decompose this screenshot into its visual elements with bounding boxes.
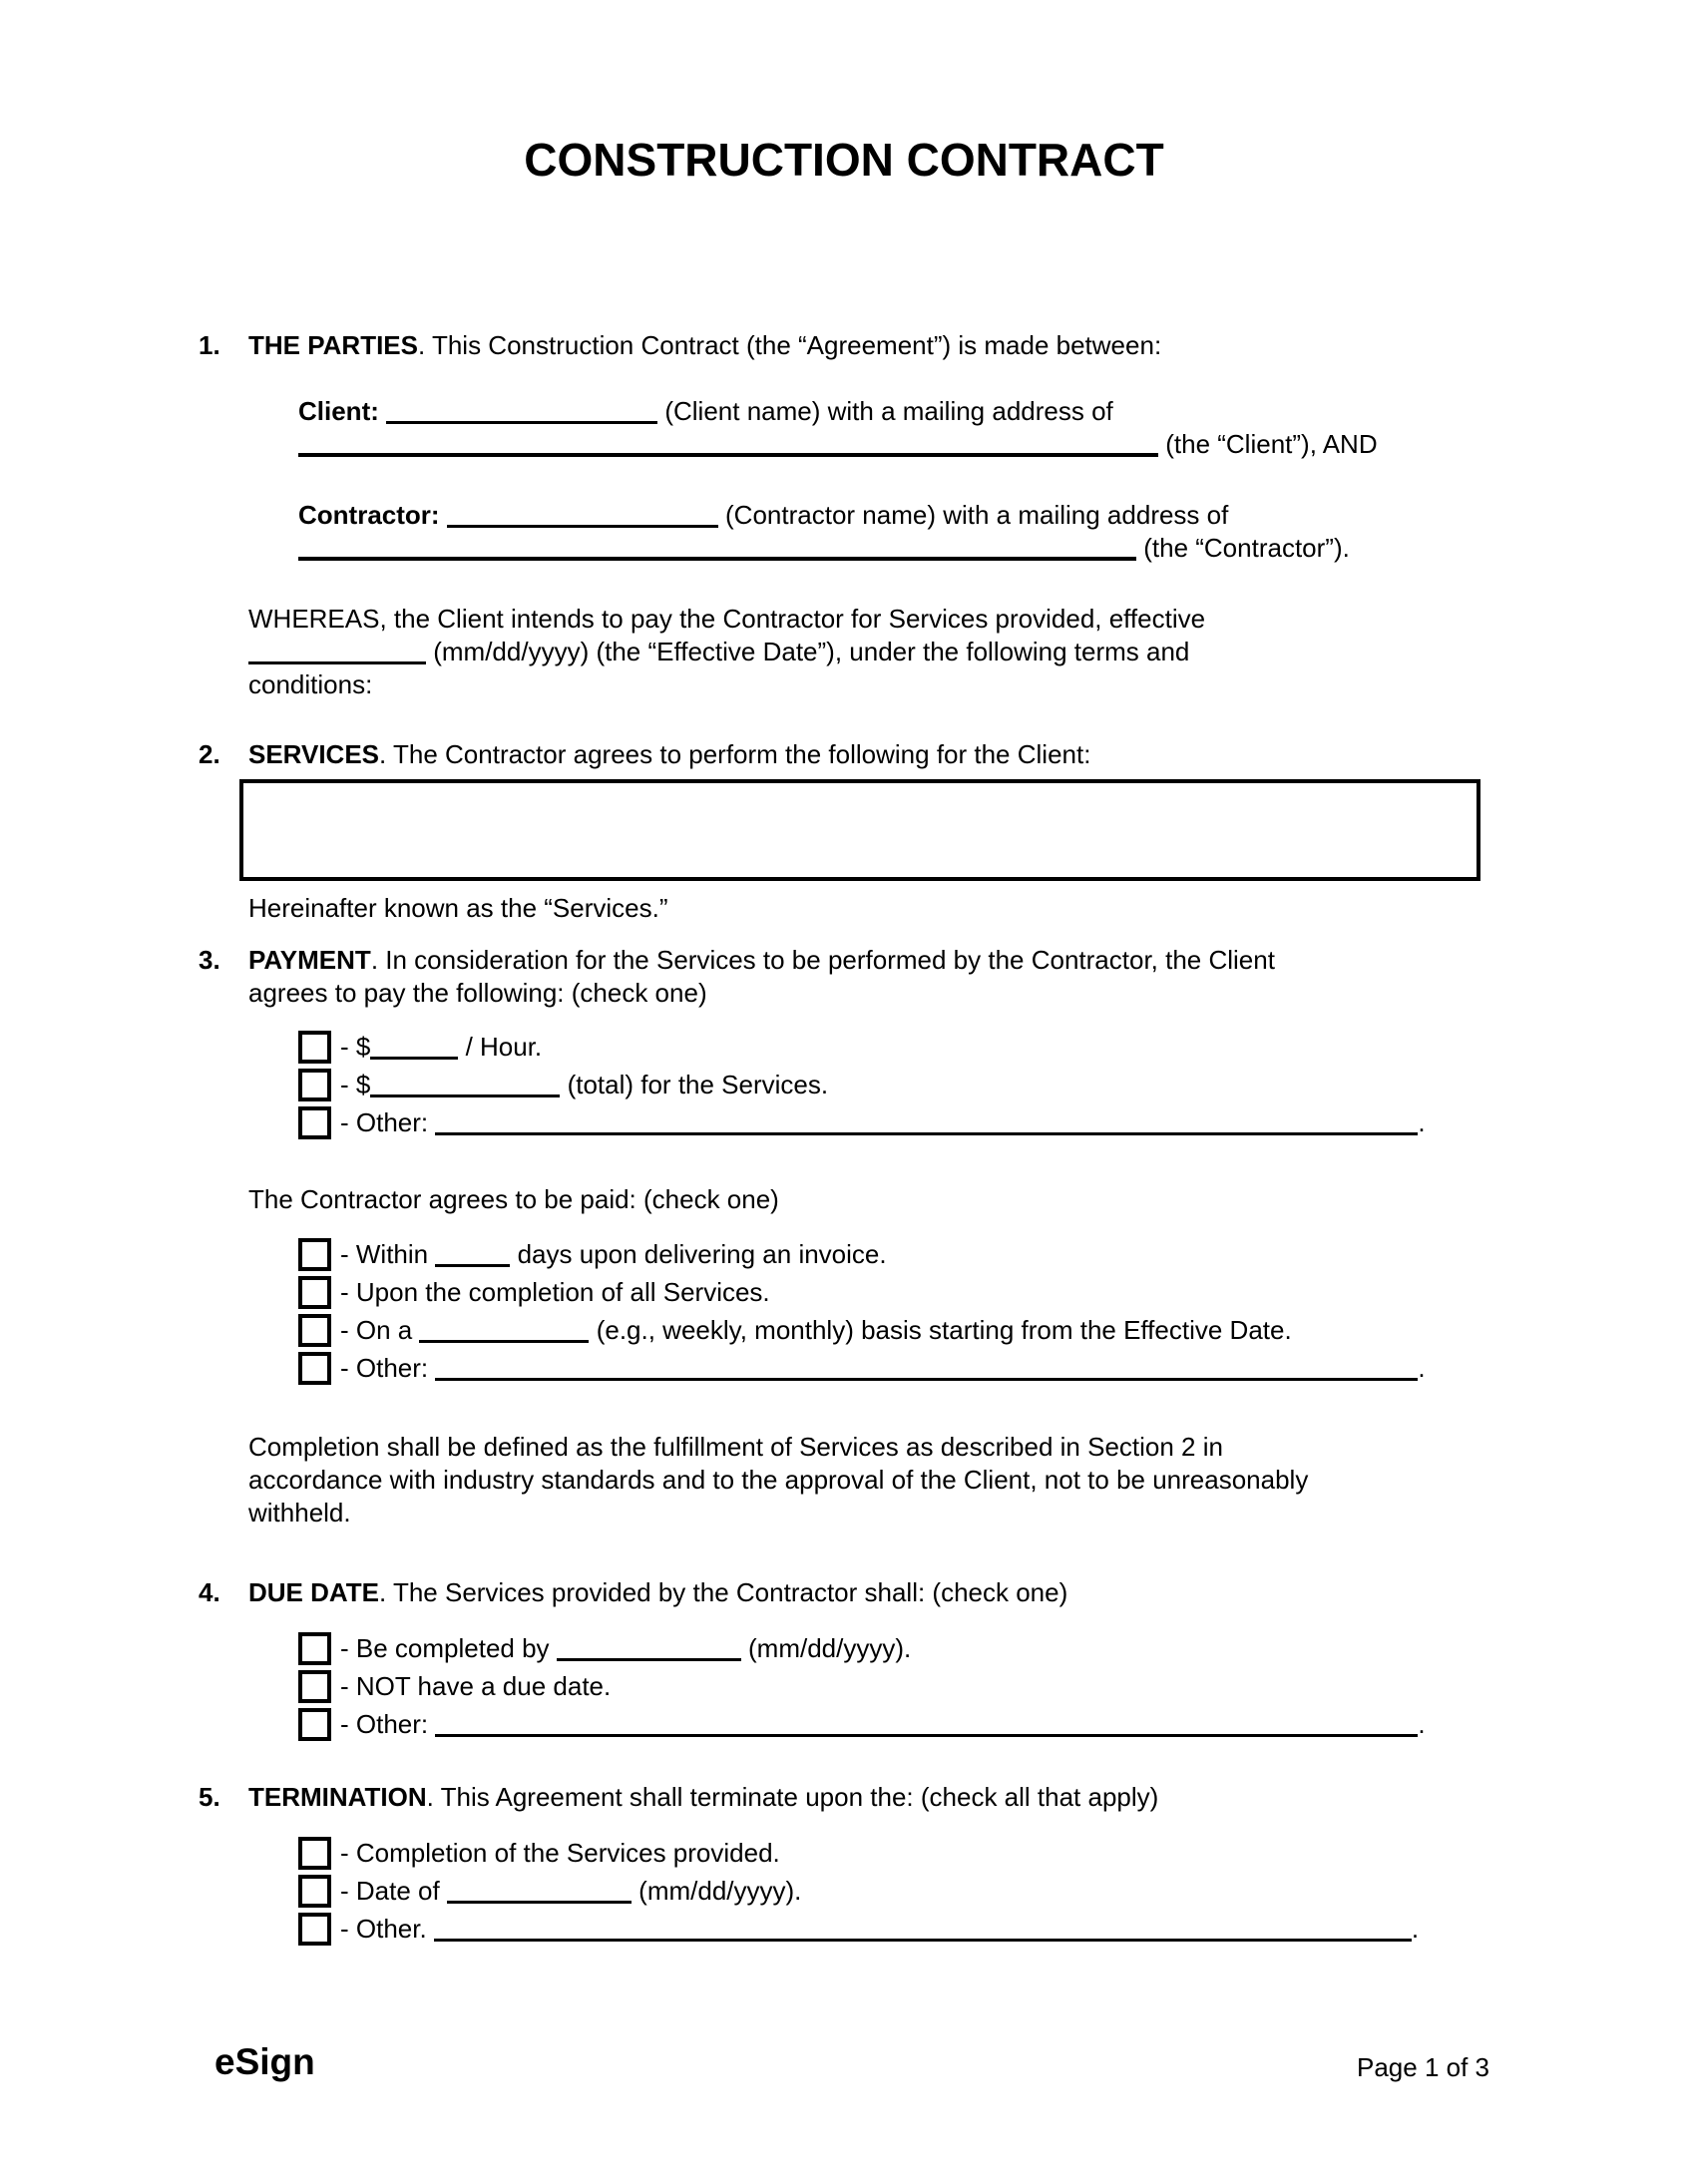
checkbox-pay-other[interactable]: [298, 1106, 331, 1139]
option-paid-other: [298, 1349, 1489, 1387]
payment-schedule-options: [298, 1235, 1489, 1387]
whereas-line-1: WHEREAS, the Client intends to pay the Contractor for Services provided, effective: [248, 604, 1206, 634]
document-title: CONSTRUCTION CONTRACT: [524, 134, 1164, 186]
section-name-parties: THE PARTIES: [248, 330, 418, 360]
completion-line-3: withheld.: [248, 1498, 351, 1528]
due-other-pre: - Other:: [340, 1709, 436, 1739]
section-number-services: 2.: [199, 739, 220, 769]
client-block: [298, 395, 1489, 461]
whereas-line-3: conditions:: [248, 669, 373, 699]
section-heading-parties: [248, 329, 1489, 362]
completion-line-1: Completion shall be defined as the fulfillment of Services as described in Section 2 in: [248, 1432, 1223, 1462]
section-number-payment: 3.: [199, 945, 220, 975]
option-paid-basis: [298, 1311, 1489, 1349]
contractor-after-address: (the “Contractor”).: [1136, 533, 1350, 563]
option-pay-total: [298, 1066, 1489, 1103]
terminate-completion-label: - Completion of the Services provided.: [340, 1838, 780, 1868]
paid-when-label: The Contractor agrees to be paid: (check one): [248, 1184, 779, 1214]
contractor-after-name: (Contractor name) with a mailing address of: [717, 500, 1229, 530]
option-pay-hourly: [298, 1028, 1489, 1066]
completed-by-date-blank[interactable]: [557, 1646, 741, 1661]
total-amount-blank[interactable]: [370, 1083, 560, 1097]
payment-intro-line-1: [248, 944, 1489, 977]
terminate-other-pre: - Other.: [340, 1914, 434, 1944]
services-note: Hereinafter known as the “Services.”: [248, 893, 668, 923]
checkbox-pay-hourly[interactable]: [298, 1031, 331, 1064]
client-after-address: (the “Client”), AND: [1158, 429, 1378, 459]
termination-options: [298, 1834, 1489, 1948]
paid-other-blank[interactable]: [435, 1366, 1418, 1381]
client-label: Client:: [298, 396, 379, 426]
section-name-payment: PAYMENT: [248, 945, 371, 975]
basis-blank[interactable]: [419, 1328, 589, 1343]
section-heading-payment: [248, 944, 1489, 1010]
effective-date-blank[interactable]: [248, 650, 426, 664]
payment-intro-line-2: agrees to pay the following: (check one): [248, 978, 707, 1008]
whereas-after-date: (mm/dd/yyyy) (the “Effective Date”), under the following terms and: [426, 637, 1190, 666]
pay-total-post: (total) for the Services.: [560, 1070, 829, 1099]
option-paid-upon-completion: [298, 1273, 1489, 1311]
section-heading-due-date: [248, 1576, 1489, 1609]
section-intro-termination: . This Agreement shall terminate upon the: (check all that apply): [426, 1782, 1159, 1812]
client-after-name: (Client name) with a mailing address of: [657, 396, 1113, 426]
due-date-options: [298, 1629, 1489, 1743]
checkbox-paid-other[interactable]: [298, 1352, 331, 1385]
section-name-due-date: DUE DATE: [248, 1577, 379, 1607]
whereas-line-2: [248, 636, 1489, 668]
contractor-line-1: [298, 499, 1489, 532]
pay-hourly-pre: - $: [340, 1032, 371, 1062]
client-name-blank[interactable]: [386, 409, 657, 424]
checkbox-terminate-completion[interactable]: [298, 1837, 331, 1870]
option-terminate-completion: [298, 1834, 1489, 1872]
checkbox-paid-upon-completion[interactable]: [298, 1276, 331, 1309]
pay-other-blank[interactable]: [435, 1120, 1418, 1135]
terminate-date-blank[interactable]: [447, 1889, 632, 1904]
contractor-name-blank[interactable]: [447, 513, 718, 528]
checkbox-terminate-other[interactable]: [298, 1913, 331, 1946]
within-days-blank[interactable]: [435, 1252, 510, 1267]
option-pay-other: [298, 1103, 1489, 1141]
esign-logo: eSign: [214, 2041, 315, 2082]
section-intro-services: . The Contractor agrees to perform the following for the Client:: [379, 739, 1091, 769]
pay-other-pre: - Other:: [340, 1107, 436, 1137]
paid-basis-post: (e.g., weekly, monthly) basis starting from the Effective Date.: [589, 1315, 1292, 1345]
terminate-other-post: .: [1411, 1914, 1420, 1944]
terminate-other-blank[interactable]: [434, 1927, 1412, 1942]
section-number-parties: 1.: [199, 330, 220, 360]
terminate-date-post: (mm/dd/yyyy).: [631, 1876, 802, 1906]
section-intro-due-date: . The Services provided by the Contractor shall: (check one): [378, 1577, 1068, 1607]
checkbox-paid-basis[interactable]: [298, 1314, 331, 1347]
hourly-rate-blank[interactable]: [370, 1045, 458, 1060]
contractor-block: [298, 499, 1489, 565]
payment-amount-options: [298, 1028, 1489, 1141]
client-line-2: [298, 428, 1489, 461]
section-heading-termination: [248, 1781, 1489, 1814]
paid-basis-pre: - On a: [340, 1315, 413, 1345]
section-number-due-date: 4.: [199, 1577, 220, 1607]
paid-within-pre: - Within: [340, 1239, 429, 1269]
checkbox-paid-within[interactable]: [298, 1238, 331, 1271]
checkbox-completed-by[interactable]: [298, 1632, 331, 1665]
pay-hourly-post: / Hour.: [458, 1032, 543, 1062]
payment-intro-rest: . In consideration for the Services to be performed by the Contractor, the Client: [370, 945, 1275, 975]
checkbox-no-due-date[interactable]: [298, 1670, 331, 1703]
pay-total-pre: - $: [340, 1070, 371, 1099]
section-number-termination: 5.: [199, 1782, 220, 1812]
section-name-services: SERVICES: [248, 739, 380, 769]
page-indicator: Page 1 of 3: [1357, 2052, 1489, 2082]
terminate-date-pre: - Date of: [340, 1876, 440, 1906]
option-terminate-other: [298, 1910, 1489, 1948]
completion-paragraph: [248, 1431, 1489, 1529]
section-name-termination: TERMINATION: [248, 1782, 427, 1812]
completion-line-2: accordance with industry standards and to the approval of the Client, not to be unreasonably: [248, 1465, 1309, 1495]
checkbox-terminate-date[interactable]: [298, 1875, 331, 1908]
paid-within-post: days upon delivering an invoice.: [510, 1239, 887, 1269]
completed-by-pre: - Be completed by: [340, 1633, 550, 1663]
whereas-paragraph: [248, 603, 1489, 701]
option-paid-within: [298, 1235, 1489, 1273]
contractor-label: Contractor:: [298, 500, 440, 530]
paid-other-post: .: [1418, 1353, 1426, 1383]
checkbox-pay-total[interactable]: [298, 1069, 331, 1101]
contractor-line-2: [298, 532, 1489, 565]
section-intro-parties: . This Construction Contract (the “Agreement”) is made between:: [417, 330, 1162, 360]
paid-upon-label: - Upon the completion of all Services.: [340, 1277, 770, 1307]
option-no-due-date: [298, 1667, 1489, 1705]
contractor-address-blank[interactable]: [298, 545, 1136, 561]
client-line-1: [298, 395, 1489, 428]
services-textarea[interactable]: [239, 779, 1480, 881]
option-terminate-date: [298, 1872, 1489, 1910]
section-heading-services: [248, 738, 1489, 771]
due-other-blank[interactable]: [435, 1722, 1418, 1737]
pay-other-post: .: [1418, 1107, 1426, 1137]
client-address-blank[interactable]: [298, 441, 1158, 457]
paid-other-pre: - Other:: [340, 1353, 436, 1383]
no-due-date-label: - NOT have a due date.: [340, 1671, 612, 1701]
due-other-post: .: [1418, 1709, 1426, 1739]
option-completed-by: [298, 1629, 1489, 1667]
option-due-other: [298, 1705, 1489, 1743]
completed-by-post: (mm/dd/yyyy).: [740, 1633, 912, 1663]
checkbox-due-other[interactable]: [298, 1708, 331, 1741]
